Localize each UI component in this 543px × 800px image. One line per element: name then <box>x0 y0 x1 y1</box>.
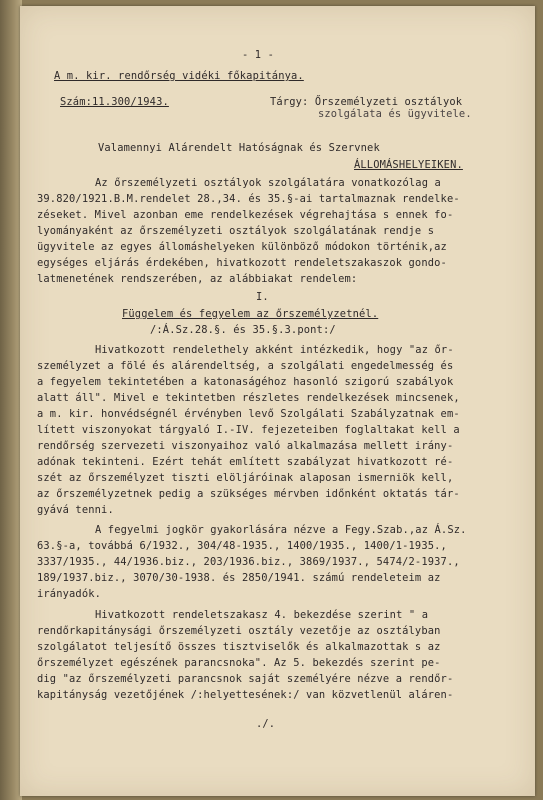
document-number: Szám:11.300/1943. <box>60 96 169 108</box>
section-reference: /:Á.Sz.28.§. és 35.§.3.pont:/ <box>150 324 336 336</box>
subject-line-2: szolgálata és ügyvitele. <box>318 108 472 120</box>
addressee-line-2: ÁLLOMÁSHELYEIKEN. <box>354 159 463 171</box>
issuing-authority: A m. kir. rendőrség vidéki főkapitánya. <box>54 70 304 82</box>
page-number: - 1 - <box>242 49 275 61</box>
document-page: - 1 - A m. kir. rendőrség vidéki főkapitánya. Szám:11.300/1943. Tárgy: Őrszemélyzeti osztályok szolgálata és ügyvitele. Valamennyi Alárendelt Hatóságnak és Szervnek ÁLLOMÁSHELYEIKEN. Az őrszemélyzeti osztályok szolgálatára vonatkozólag a 39.820/1921.B.M.rendelet 28.,34. és 35.§-ai tartalmaznak rendelke- zéseket. Mivel azonban eme rendelkezések végrehajtása s ennek fo- lyományaként az őrszemélyzeti osztályok szolgálatának rendje s ügyvitele az egyes állomáshelyeken különböző módokon történik,az egységes eljárás érdekében, hivatkozott rendeletszakaszok gondo- latmenetének rendszerében, az alábbiakat rendelem: I. Függelem és fegyelem az őrszemélyzetnél. /:Á.Sz.28.§. és 35.§.3.pont:/ Hivatkozott rendelethely akként intézkedik, hogy "az őr- személyzet a fölé és alárendeltség, a szolgálati engedelmesség és a fegyelem tekintetében a katonaságéhoz hasonló szigorú szabályok alatt áll". Mivel e tekintetben részletes rendelkezések mincsenek, a m. kir. honvédségnél érvényben levő Szolgálati Szabályzatnak em- lített viszonyokat tárgyaló I.-IV. fejezeteiben foglaltakat kell a rendőrség szervezeti viszonyaihoz való alkalmazása mellett irány- adónak tekinteni. Ezért tehát említett szabályzat hivatkozott ré- szét az őrszemélyzet tiszti elöljáróinak alaposan ismerniök kell, az őrszemélyzetnek pedig a szükséges mérvben időnként oktatás tár- gyává tenni. A fegyelmi jogkör gyakorlására nézve a Fegy.Szab.,az Á.Sz. 63.§-a, továbbá 6/1932., 304/48-1935., 1400/1935., 1400/1-1935., 3337/1935., 44/1936.biz., 203/1936.biz., 3869/1937., 5474/2-1937., 189/1937.biz., 3070/30-1938. és 2850/1941. számú rendeleteim az irányadók. Hivatkozott rendeletszakasz 4. bekezdése szerint " a rendőrkapitánysági őrszemélyzeti osztály vezetője az osztályban szolgálatot teljesítő összes tisztviselők és alkalmazottak s az őrszemélyzet egészének parancsnoka". Az 5. bekezdés szerint pe- dig "az őrszemélyzeti parancsnok saját személyére nézve a rendőr- kapitányság vezetőjének /:helyettesének:/ van közvetlenül aláren- ./. <box>20 6 535 796</box>
continuation-mark: ./. <box>256 718 276 730</box>
binding-spine <box>0 0 22 800</box>
subject-line-1: Tárgy: Őrszemélyzeti osztályok <box>270 96 463 108</box>
section-title: Függelem és fegyelem az őrszemélyzetnél. <box>122 308 379 320</box>
addressee-line-1: Valamennyi Alárendelt Hatóságnak és Szervnek <box>98 142 380 154</box>
section-numeral: I. <box>256 291 269 303</box>
